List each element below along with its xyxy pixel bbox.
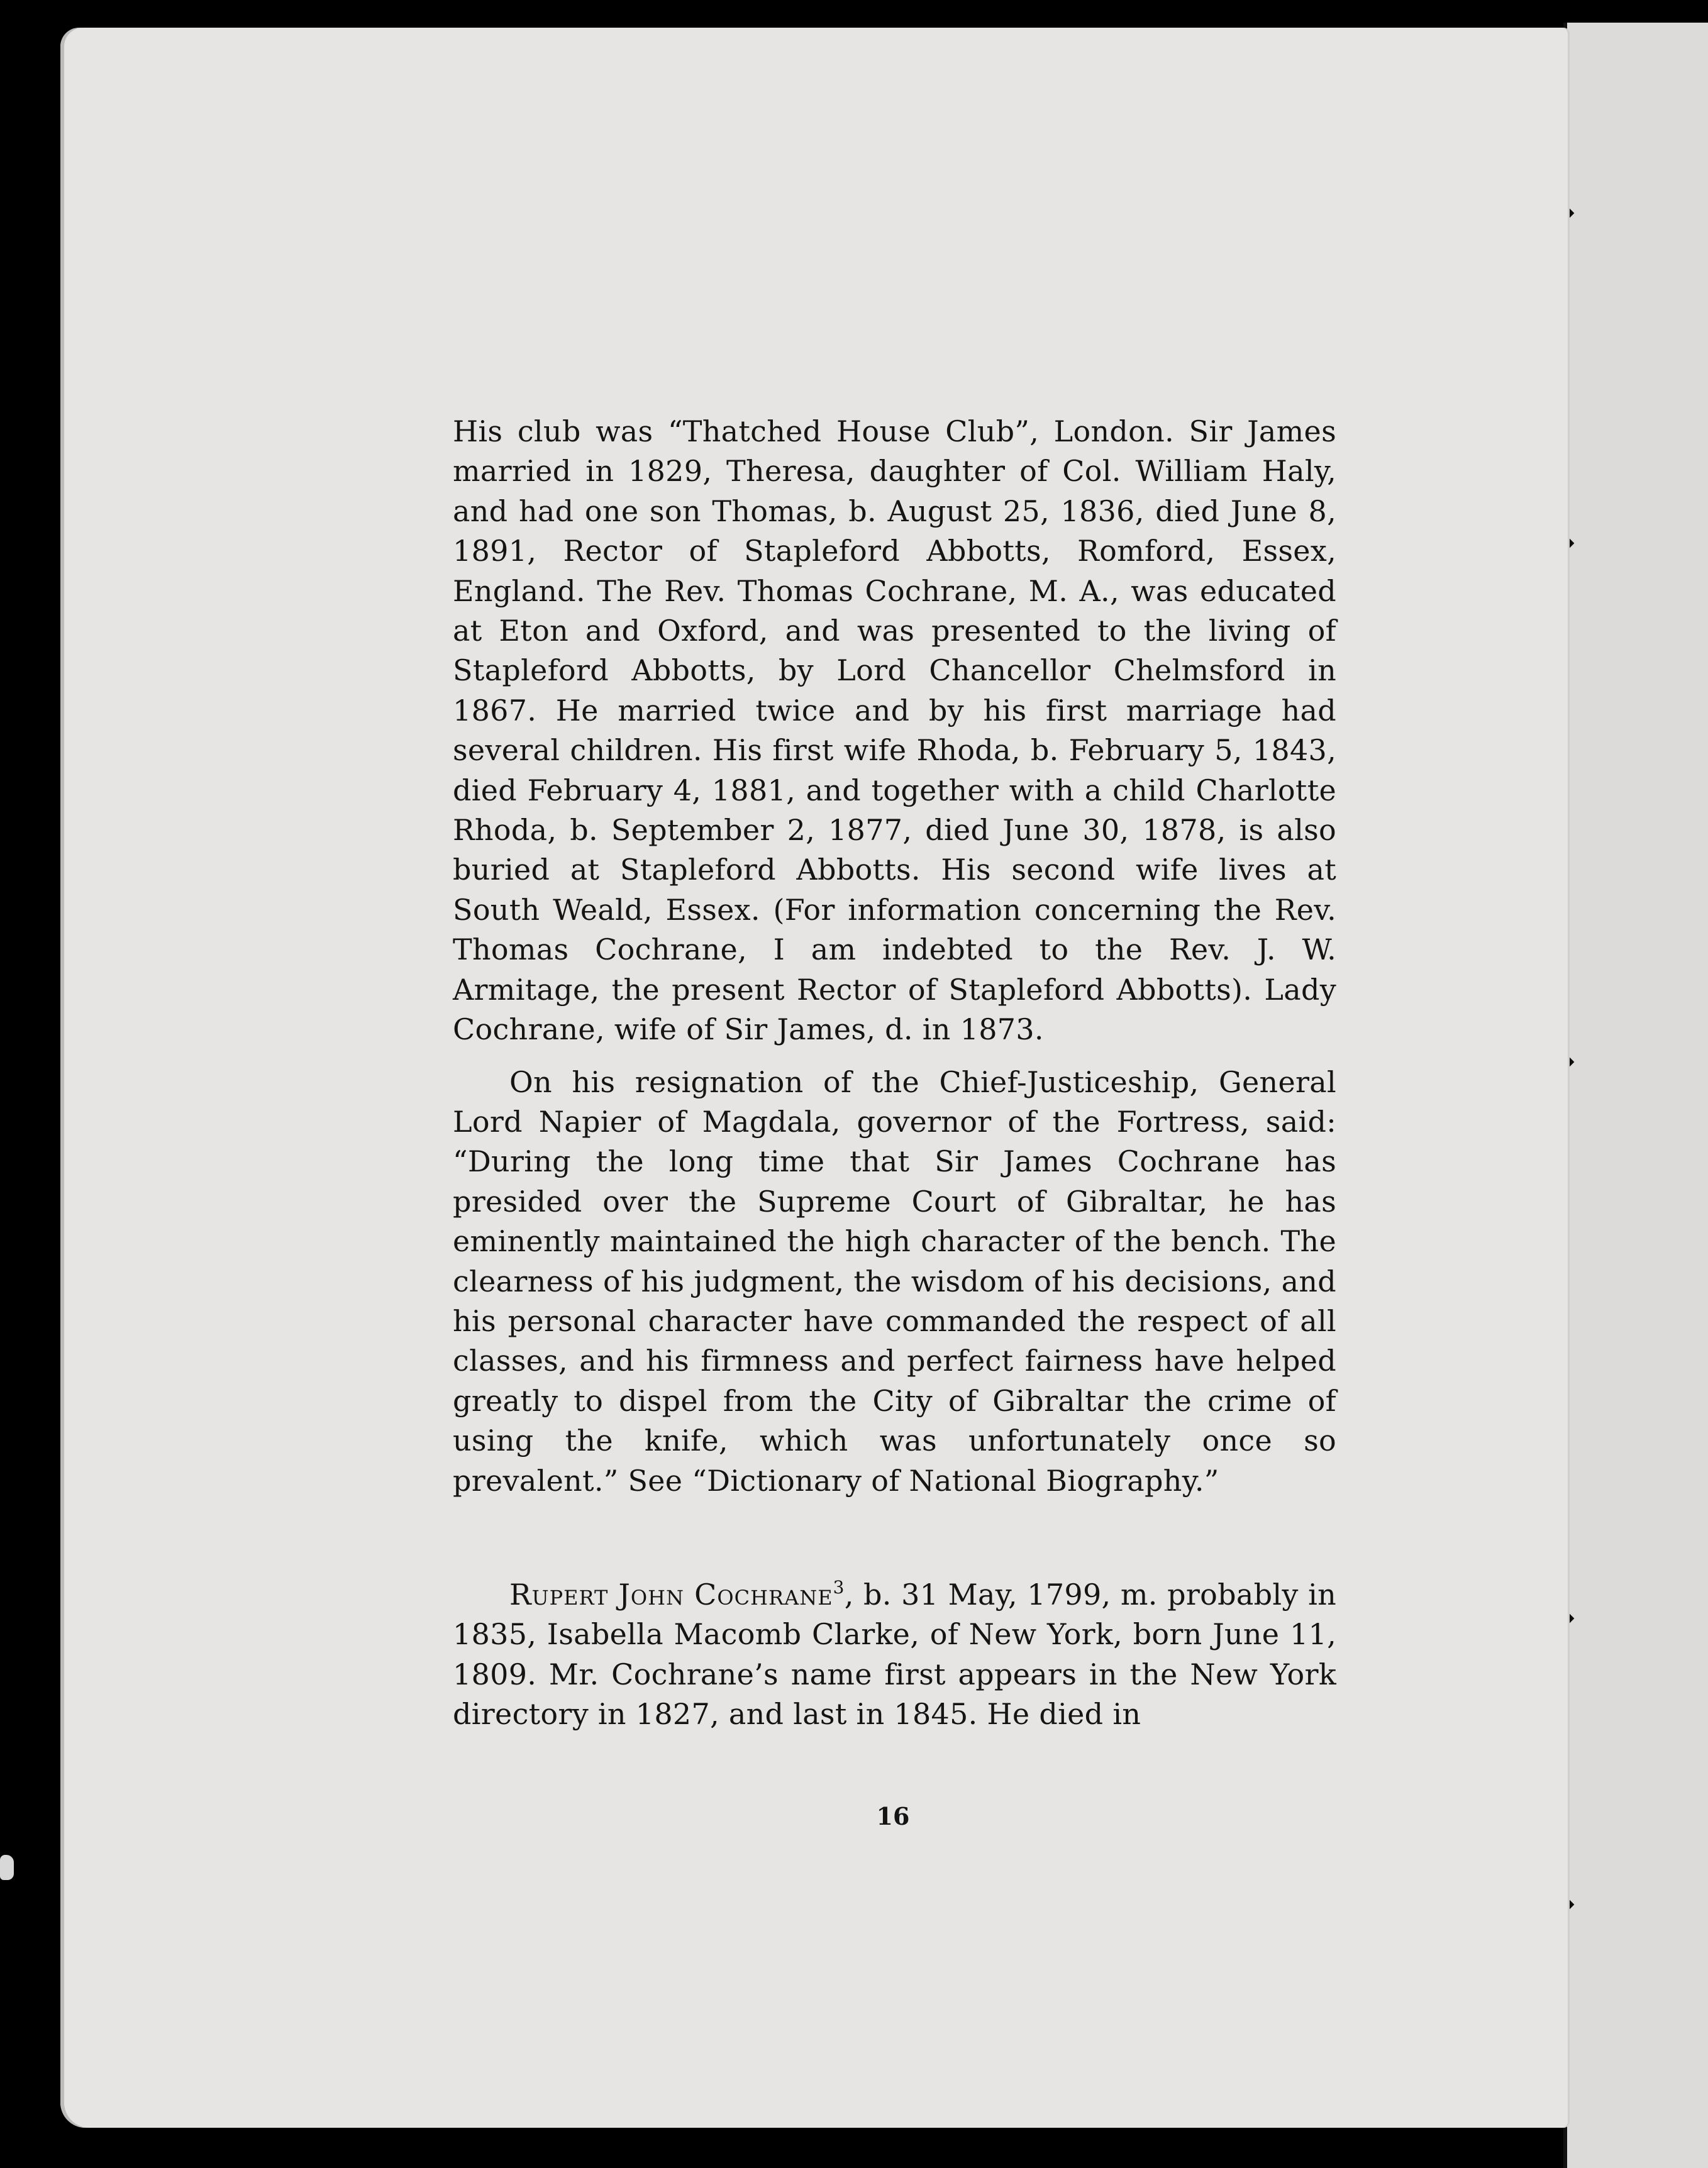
generation-number: 3 [833,1576,845,1598]
entry-text: , b. 31 May, 1799, m. probably in 1835, Isabella Macomb Clarke, of New York, born June 11, 1809. Mr. Cochrane’s name first appears in the New York directory in 1827, and last in 1845. He died in [453,1577,1337,1732]
paragraph-cochrane-family: His club was “Thatched House Club”, London. Sir James married in 1829, Theresa, daughter of Col. William Haly, and had one son Thomas, b. August 25, 1836, died June 8, 1891, Rector of Stapleford Abbotts, Romford, Essex, England. The Rev. Thomas Cochrane, M. A., was educated at Eton and Oxford, and was presented to the living of Stapleford Abbotts, by Lord Chancellor Chelmsford in 1867. He married twice and by his first marriage had several children. His first wife Rhoda, b. February 5, 1843, died February 4, 1881, and together with a child Charlotte Rhoda, b. September 2, 1877, died June 30, 1878, is also buried at Stapleford Abbotts. His second wife lives at South Weald, Essex. (For information concerning the Rev. Thomas Cochrane, I am indebted to the Rev. J. W. Armitage, the present Rector of Stapleford Abbotts). Lady Cochrane, wife of Sir James, d. in 1873. [453,414,1336,1047]
facing-page-edge [1563,23,1708,2168]
entry-name: Rupert John Cochrane [509,1577,833,1612]
scan-speck [0,1855,14,1880]
page-number: 16 [876,1802,910,1830]
paragraph-napier-quote: On his resignation of the Chief-Justiceship, General Lord Napier of Magdala, governor of the Fortress, said: “During the long time that Sir James Cochrane has presided over the Supreme Court of Gibraltar, he has eminently maintained the high character of the bench. The clearness of his judgment, the wisdom of his decisions, and his personal character have commanded the respect of all classes, and his firmness and perfect fairness have helped greatly to dispel from the City of Gibraltar the crime of using the knife, which was unfortunately once so prevalent.” See “Dictionary of National Biography.” [453,1065,1336,1498]
paragraph-rupert-cochrane [453,1575,1336,1735]
page-text [453,412,1336,1735]
